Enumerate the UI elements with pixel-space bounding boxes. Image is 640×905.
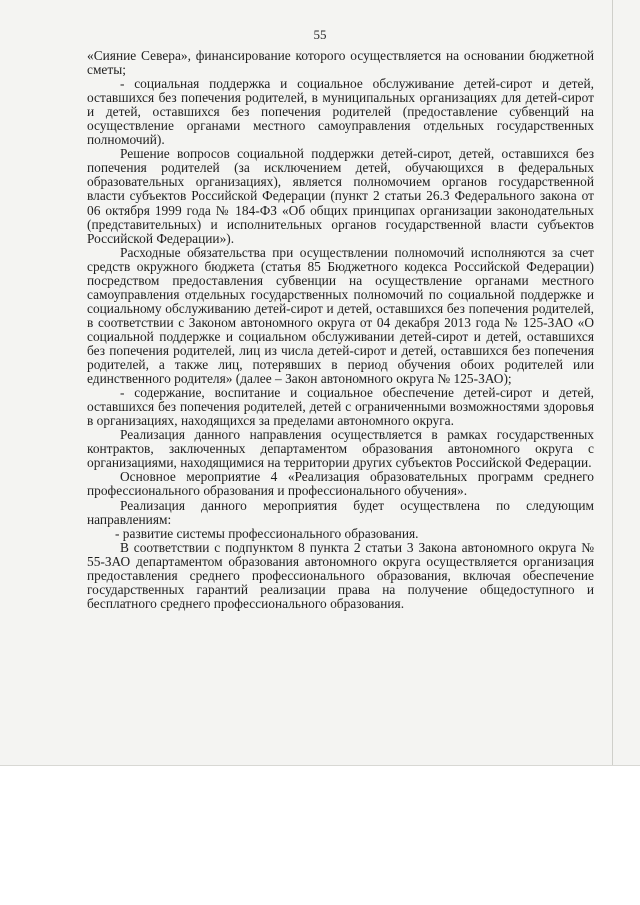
paragraph-powers: Решение вопросов социальной поддержки детей-сирот, детей, оставшихся без попечения родителей (за исключением детей, обучающихся в федеральных образовательных организациях), является полномочием органов государственной власти субъектов Российской Федерации (пункт 2 статьи 26.3 Федерального закона от 06 октября 1999 года № 184-ФЗ «Об общих принципах организации законодательных (представительных) и исполнительных органов государственной власти субъектов Российской Федерации»).	[87, 146, 594, 246]
list-item-social-support: - социальная поддержка и социальное обслуживание детей-сирот и детей, оставшихся без попечения родителей, в муниципальных организациях для детей-сирот и детей, оставшихся без попечения родителей (предоставление субвенций на осуществление органами местного самоуправления отдельных государственных полномочий).	[87, 76, 594, 148]
paragraph-expenditure: Расходные обязательства при осуществлении полномочий исполняются за счет средств окружного бюджета (статья 85 Бюджетного кодекса Российской Федерации) посредством предоставления субвенции на осуществление органами местного самоуправления отдельных государственных полномочий по социальной поддержке и социальному обслуживанию детей-сирот и детей, оставшихся без попечения родителей, в соответствии с Законом автономного округа от 04 декабря 2013 года № 125-ЗАО «О социальной поддержке и социальном обслуживании детей-сирот и детей, оставшихся без попечения родителей, лиц из числа детей-сирот и детей, оставшихся без попечения родителей, а также лиц, потерявших в период обучения обоих родителей или единственного родителя» (далее – Закон автономного округа № 125-ЗАО);	[87, 244, 594, 387]
paragraph-directions: Реализация данного мероприятия будет осуществлена по следующим направлениям:	[87, 497, 594, 527]
list-item-maintenance: - содержание, воспитание и социальное обеспечение детей-сирот и детей, оставшихся без попечения родителей, детей с ограниченными возможностями здоровья в организациях, находящихся за пределами автономного округа.	[87, 385, 594, 429]
paragraph-main-activity-4: Основное мероприятие 4 «Реализация образовательных программ среднего профессионального образования и профессионального обучения».	[87, 469, 594, 499]
paragraph-accordance: В соответствии с подпунктом 8 пункта 2 статьи 3 Закона автономного округа № 55-ЗАО департаментом образования автономного округа осуществляется организация предоставления среднего профессионального образования, включая обеспечение государственных гарантий реализации права на получение общедоступного и бесплатного среднего профессионального образования.	[87, 539, 594, 611]
paragraph-continuation: «Сияние Севера», финансирование которого осуществляется на основании бюджетной сметы;	[87, 48, 594, 78]
list-item-development: - развитие системы профессионального образования.	[115, 525, 419, 541]
page-edge-shadow	[612, 0, 613, 765]
page-number: 55	[313, 27, 327, 42]
document-body	[87, 49, 594, 611]
paragraph-implementation: Реализация данного направления осуществляется в рамках государственных контрактов, заключенных департаментом образования автономного округа с организациями, находящимися на территории других субъектов Российской Федерации.	[87, 427, 594, 471]
